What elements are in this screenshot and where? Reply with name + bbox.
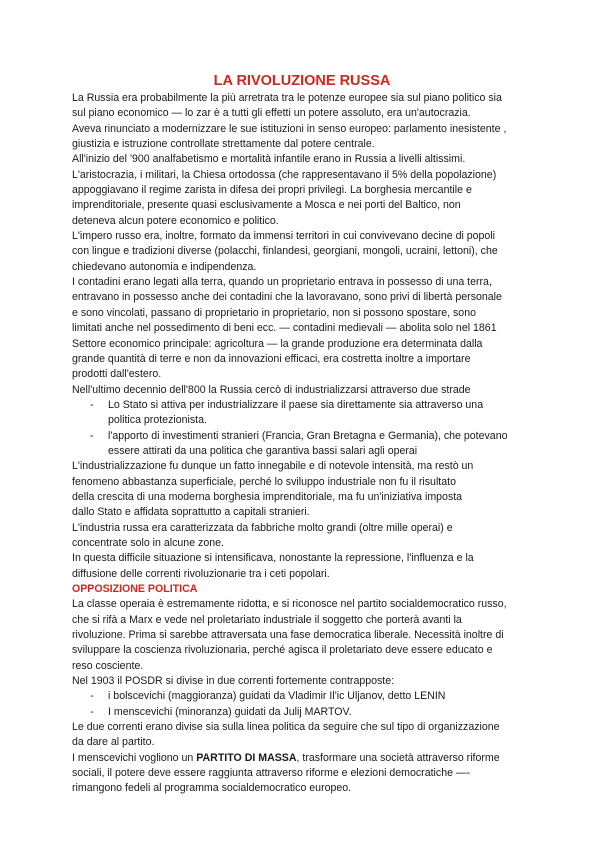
mensheviks-paragraph xyxy=(72,751,532,797)
industry-paragraphs xyxy=(72,459,532,582)
bullet-text: politica protezionista. xyxy=(108,414,207,427)
text-line: deteneva alcun potere economico e politico. xyxy=(72,214,279,227)
bullet-text: i bolscevichi (maggioranza) guidati da Vladimir Il'ic Uljanov, detto LENIN xyxy=(108,690,446,703)
bullet-item-line xyxy=(72,705,532,720)
bullet-item-line xyxy=(72,444,532,459)
text-line: Nel 1903 il POSDR si divise in due correnti fortemente contrapposte: xyxy=(72,675,395,688)
text-line: Settore economico principale: agricoltura — la grande produzione era determinata dalla xyxy=(72,337,483,350)
bullet-dash: - xyxy=(90,690,94,703)
bullet-dash: - xyxy=(90,705,94,718)
document-title: LA RIVOLUZIONE RUSSA xyxy=(213,73,391,89)
text-line: prodotti dall'estero. xyxy=(72,368,162,381)
text-line xyxy=(72,751,532,766)
division-paragraph xyxy=(72,720,532,751)
text-line: sviluppare la coscienza rivoluzionaria, perché agisca il proletariato deve essere educato e xyxy=(72,644,493,657)
text-line: della crescita di una moderna borghesia imprenditoriale, ma fu un'iniziativa imposta xyxy=(72,490,463,503)
text-line: All'inizio del '900 analfabetismo e mortalità infantile erano in Russia a livelli altissimi. xyxy=(72,153,466,166)
bullet-dash: - xyxy=(90,398,94,411)
bullet-item-line xyxy=(72,413,532,428)
text-line: concentrate solo in alcune zone. xyxy=(72,536,224,549)
bullet-text: l'apporto di investimenti stranieri (Francia, Gran Bretagna e Germania), che potevano xyxy=(108,429,508,442)
text-line: reso cosciente. xyxy=(72,659,144,672)
text-line: sociali, il potere deve essere raggiunta attraverso riforme e elezioni democratiche —- xyxy=(72,767,471,780)
text-line: giustizia e istruzione controllate strettamente dal potere centrale. xyxy=(72,138,375,151)
section-heading: OPPOSIZIONE POLITICA xyxy=(72,583,198,595)
text-line: imprenditoriale, presente quasi esclusivamente a Mosca e nei porti del Baltico, non xyxy=(72,199,461,212)
text-line: fenomeno abbastanza superficiale, perché lo sviluppo industriale non fu il risultato xyxy=(72,475,456,488)
document-page xyxy=(72,72,532,797)
text-line: da dare al partito. xyxy=(72,736,155,749)
opposition-paragraphs xyxy=(72,597,532,689)
text-line: chiedevano autonomia e indipendenza. xyxy=(72,260,257,273)
bullet-text: essere attirati da una politica che garantiva bassi salari agli operai xyxy=(108,444,418,457)
text-line: sul piano economico — lo zar è a tutti gli effetti un potere assoluto, era un'autocrazia. xyxy=(72,107,471,120)
text-line: e sono vincolati, passano di proprietario in proprietario, non si possono spostare, sono xyxy=(72,306,476,319)
factions-bullets xyxy=(72,689,532,720)
bullet-dash: - xyxy=(90,429,94,442)
text-line: rivoluzione. Prima si sarebbe attraversata una fase democratica liberale. Necessità inoltre di xyxy=(72,629,504,642)
text-line: diffusione delle correnti rivoluzionarie tra i ceti popolari. xyxy=(72,567,330,580)
text-line: I contadini erano legati alla terra, quando un proprietario entrava in possesso di una terra, xyxy=(72,276,492,289)
text-line: limitati anche nel possedimento di beni ecc. — contadini medievali — abolita solo nel 1861 xyxy=(72,322,497,335)
text-segment: I menscevichi vogliono un xyxy=(72,751,197,764)
text-line: La Russia era probabilmente la più arretrata tra le potenze europee sia sul piano politico sia xyxy=(72,92,502,104)
text-line: L'industria russa era caratterizzata da fabbriche molto grandi (oltre mille operai) e xyxy=(72,521,453,534)
text-line: In questa difficile situazione si intensificava, nonostante la repressione, l'influenza e la xyxy=(72,552,474,565)
text-line: L'industrializzazione fu dunque un fatto innegabile e di notevole intensità, ma restò un xyxy=(72,460,474,473)
intro-paragraphs xyxy=(72,91,532,398)
bullet-text: I menscevichi (minoranza) guidati da Julij MARTOV. xyxy=(108,705,352,718)
text-line: L'impero russo era, inoltre, formato da immensi territori in cui convivevano decine di popoli xyxy=(72,230,496,243)
text-line: Le due correnti erano divise sia sulla linea politica da seguire che sul tipo di organizzazione xyxy=(72,721,500,734)
text-line: rimangono fedeli al programma socialdemocratico europeo. xyxy=(72,782,352,795)
text-line: entravano in possesso anche dei contadini che la lavoravano, sono privi di libertà personale xyxy=(72,291,502,304)
text-line: Nell'ultimo decennio dell'800 la Russia cercò di industrializzarsi attraverso due strade xyxy=(72,383,471,396)
bullet-text: Lo Stato si attiva per industrializzare il paese sia direttamente sia attraverso una xyxy=(108,398,484,411)
text-segment: , trasformare una società attraverso riforme xyxy=(296,751,500,764)
bold-term: PARTITO DI MASSA xyxy=(196,751,297,764)
bullet-item-line xyxy=(72,689,532,704)
text-line: appoggiavano il regime zarista in difesa dei propri privilegi. La borghesia mercantile e xyxy=(72,184,472,197)
text-line: grande quantità di terre e non da innovazioni efficaci, era costretta inoltre a importare xyxy=(72,352,471,365)
text-line: che si rifà a Marx e vede nel proletariato industriale il soggetto che porterà avanti la xyxy=(72,613,462,626)
text-line: L'aristocrazia, i militari, la Chiesa ortodossa (che rappresentavano il 5% della popolazione) xyxy=(72,168,497,181)
text-line: con lingue e tradizioni diverse (polacchi, finlandesi, georgiani, mongoli, ucraini, lettoni), che xyxy=(72,245,498,258)
text-line: La classe operaia è estremamente ridotta, e si riconosce nel partito socialdemocratico russo, xyxy=(72,598,507,611)
bullet-item-line xyxy=(72,398,532,413)
industrialization-bullets xyxy=(72,398,532,459)
text-line: dallo Stato e affidata soprattutto a capitali stranieri. xyxy=(72,506,310,519)
text-line: Aveva rinunciato a modernizzare le sue istituzioni in senso europeo: parlamento inesistente , xyxy=(72,122,507,135)
bullet-item-line xyxy=(72,429,532,444)
